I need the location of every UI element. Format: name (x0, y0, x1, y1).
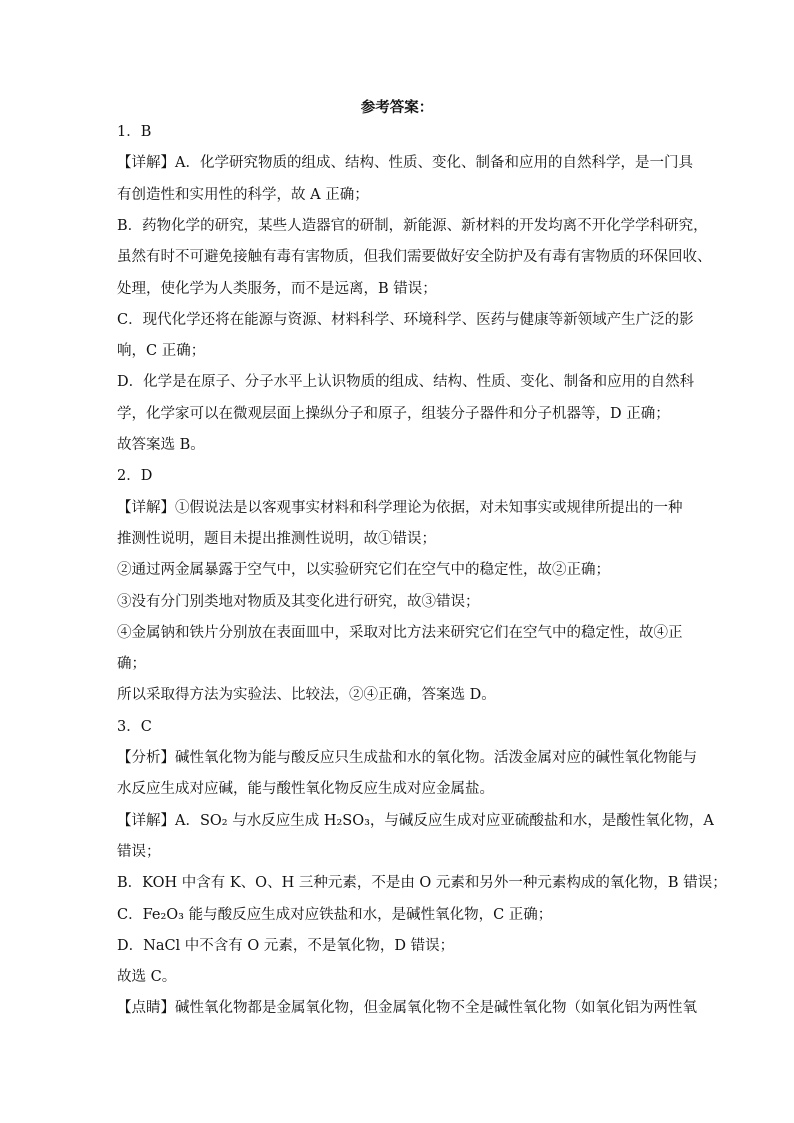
answer-line: 【详解】A．化学研究物质的组成、结构、性质、变化、制备和应用的自然科学，是一门具 (117, 155, 693, 171)
answer-line: 水反应生成对应碱，能与酸性氧化物反应生成对应金属盐。 (117, 781, 494, 797)
answer-line: 故答案选 B。 (117, 437, 205, 453)
answer-line: C．现代化学还将在能源与资源、材料科学、环境科学、医药与健康等新领域产生广泛的影 (117, 312, 694, 328)
answer-line: ④金属钠和铁片分别放在表面皿中，采取对比方法来研究它们在空气中的稳定性，故④正 (117, 625, 683, 641)
answer-line: D．化学是在原子、分子水平上认识物质的组成、结构、性质、变化、制备和应用的自然科 (117, 374, 695, 390)
answer-line: 【详解】①假说法是以客观事实材料和科学理论为依据，对未知事实或规律所提出的一种 (117, 500, 683, 516)
answer-line: 有创造性和实用性的科学，故 A 正确； (117, 187, 369, 203)
answer-line: ③没有分门别类地对物质及其变化进行研究，故③错误； (117, 594, 480, 610)
answer-line: 响，C 正确； (117, 343, 206, 359)
answer-line: C．Fe₂O₃ 能与酸反应生成对应铁盐和水，是碱性氧化物，C 正确； (117, 907, 553, 923)
page-title: 参考答案： (360, 99, 434, 116)
answer-line: 【详解】A．SO₂ 与水反应生成 H₂SO₃，与碱反应生成对应亚硫酸盐和水，是酸性氧化物，A (117, 813, 714, 829)
answer-line: B．药物化学的研究，某些人造器官的研制，新能源、新材料的开发均离不开化学学科研究， (117, 218, 708, 234)
answer-line: 虽然有时不可避免接触有毒有害物质，但我们需要做好安全防护及有毒有害物质的环保回收、 (117, 249, 712, 265)
answer-line: 1．B (117, 124, 152, 140)
answer-line: 确； (117, 656, 146, 672)
answer-line: 处理，使化学为人类服务，而不是远离，B 错误； (117, 281, 437, 297)
answer-line: 学，化学家可以在微观层面上操纵分子和原子，组装分子器件和分子机器等，D 正确； (117, 406, 670, 422)
answer-line: 故选 C。 (117, 969, 177, 985)
answer-line: ②通过两金属暴露于空气中，以实验研究它们在空气中的稳定性，故②正确； (117, 562, 610, 578)
answer-line: 错误； (117, 844, 161, 860)
answer-line: 【点睛】碱性氧化物都是金属氧化物，但金属氧化物不全是碱性氧化物（如氧化铝为两性氧 (117, 1000, 697, 1016)
answer-line: 3．C (117, 719, 152, 735)
answer-line: B．KOH 中含有 K、O、H 三种元素，不是由 O 元素和另外一种元素构成的氧化物，B 错误； (117, 875, 727, 891)
answer-line: 推测性说明，题目未提出推测性说明，故①错误； (117, 531, 436, 547)
answer-line: 2．D (117, 468, 153, 484)
answer-line: 所以采取得方法为实验法、比较法，②④正确，答案选 D。 (117, 687, 496, 703)
answer-line: 【分析】碱性氧化物为能与酸反应只生成盐和水的氧化物。活泼金属对应的碱性氧化物能与 (117, 750, 697, 766)
answer-line: D．NaCl 中不含有 O 元素，不是氧化物，D 错误； (117, 938, 455, 954)
